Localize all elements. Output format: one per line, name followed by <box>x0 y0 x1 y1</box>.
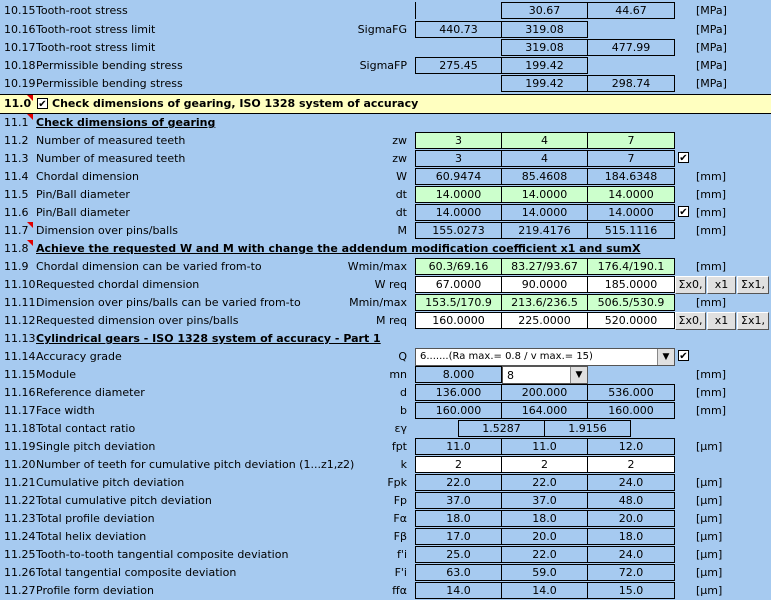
row-number: 11.26 <box>4 566 36 579</box>
chevron-down-icon[interactable]: ▼ <box>570 367 587 383</box>
section-header-11 <box>0 94 771 114</box>
cell-col3: 20.0 <box>587 510 675 527</box>
row-number: 10.19 <box>4 77 36 90</box>
symbol: ffα <box>392 584 407 597</box>
sum-x0-button[interactable]: Σx0, <box>675 312 706 330</box>
cell-col1: 155.0273 <box>415 222 502 239</box>
row-label: Accuracy grade <box>36 350 122 363</box>
x1-button[interactable]: x1 <box>707 312 736 330</box>
row-10-19 <box>0 75 771 93</box>
symbol: M <box>397 224 407 237</box>
subsection-title: Cylindrical gears - ISO 1328 system of accuracy - Part 1 <box>36 332 381 345</box>
row-number: 11.2 <box>4 134 29 147</box>
cell-col1: 37.0 <box>415 492 502 509</box>
cell-col2: 319.08 <box>501 21 588 38</box>
symbol: zw <box>392 152 407 165</box>
select-value: 6.......(Ra max.= 0.8 / v max.= 15) <box>420 351 593 362</box>
row-number: 11.15 <box>4 368 36 381</box>
row-label: Number of measured teeth <box>36 152 186 165</box>
sum-x1-button[interactable]: Σx1, <box>737 312 769 330</box>
accuracy-grade-select[interactable] <box>415 348 675 366</box>
row-label: Requested chordal dimension <box>36 278 200 291</box>
cell-col2: 199.42 <box>501 75 588 92</box>
symbol: Fα <box>393 512 407 525</box>
sum-x1-button[interactable]: Σx1, <box>737 276 769 294</box>
row-number: 11.17 <box>4 404 36 417</box>
row-number: 11.3 <box>4 152 29 165</box>
cell-col2: 14.0 <box>501 582 588 599</box>
row-11-25 <box>0 546 771 564</box>
cell-col3: 160.000 <box>587 402 675 419</box>
cell-col3: 12.0 <box>587 438 675 455</box>
cell-col2: 213.6/236.5 <box>501 294 588 311</box>
symbol: b <box>400 404 407 417</box>
row-number: 11.12 <box>4 314 36 327</box>
cell-col3: 515.1116 <box>587 222 675 239</box>
row-11-24 <box>0 528 771 546</box>
unit-label: [MPa] <box>696 59 727 72</box>
row-11-5 <box>0 186 771 204</box>
unit-label: [μm] <box>696 584 723 597</box>
cell-col3: 15.0 <box>587 582 675 599</box>
row-label: Profile form deviation <box>36 584 154 597</box>
cell-col2: 59.0 <box>501 564 588 581</box>
row-11-8 <box>0 240 771 258</box>
row-number: 11.14 <box>4 350 36 363</box>
row-number: 10.16 <box>4 23 36 36</box>
cell-col1: 63.0 <box>415 564 502 581</box>
row-11-4 <box>0 168 771 186</box>
input-col1[interactable]: 14.0000 <box>415 186 502 203</box>
row-number: 11.19 <box>4 440 36 453</box>
row-label: Dimension over pins/balls <box>36 224 179 237</box>
row-label: Pin/Ball diameter <box>36 206 130 219</box>
row-11-19 <box>0 438 771 456</box>
cell-col1: 14.0000 <box>415 204 502 221</box>
unit-label: [mm] <box>696 224 727 237</box>
unit-label: [μm] <box>696 512 723 525</box>
symbol: Mmin/max <box>349 296 407 309</box>
cell-col3: 477.99 <box>587 39 675 56</box>
cell-contact-ratio-1: 1.5287 <box>458 420 545 437</box>
section-number: 11.0 <box>4 97 32 110</box>
cell-col3: 44.67 <box>587 2 675 19</box>
unit-label: [μm] <box>696 566 723 579</box>
row-label: Number of teeth for cumulative pitch deviation (1...z1,z2) <box>36 458 355 471</box>
row-number: 10.18 <box>4 59 36 72</box>
cell-col3: 14.0000 <box>587 204 675 221</box>
row-number: 11.7 <box>4 224 29 237</box>
row-label: Reference diameter <box>36 386 145 399</box>
row-label: Tooth-to-tooth tangential composite deviation <box>36 548 289 561</box>
row-11-18 <box>0 420 771 438</box>
symbol: M req <box>375 314 407 327</box>
cell-col2: 219.4176 <box>501 222 588 239</box>
cell-col2: 22.0 <box>501 474 588 491</box>
symbol: Q <box>398 350 407 363</box>
chevron-down-icon[interactable]: ▼ <box>657 349 674 365</box>
cell-col2: 14.0000 <box>501 204 588 221</box>
symbol: εγ <box>394 422 407 435</box>
cell-col2: 83.27/93.67 <box>501 258 588 275</box>
unit-label: [MPa] <box>696 77 727 90</box>
input-col3[interactable]: 185.0000 <box>587 276 675 293</box>
symbol: fpt <box>391 440 407 453</box>
row-label: Permissible bending stress <box>36 77 183 90</box>
row-label: Permissible bending stress <box>36 59 183 72</box>
unit-label: [mm] <box>696 296 727 309</box>
row-11-26 <box>0 564 771 582</box>
input-col2[interactable]: 14.0000 <box>501 186 588 203</box>
row-11-6 <box>0 204 771 222</box>
cell-col2: 22.0 <box>501 546 588 563</box>
cell-col3: 7 <box>587 150 675 167</box>
symbol: dt <box>395 206 407 219</box>
row-number: 11.24 <box>4 530 36 543</box>
cell-col2: 30.67 <box>501 2 588 19</box>
row-number: 11.16 <box>4 386 36 399</box>
input-col1[interactable]: 2 <box>415 456 502 473</box>
row-number: 11.20 <box>4 458 36 471</box>
row-11-1 <box>0 114 771 132</box>
unit-label: [MPa] <box>696 41 727 54</box>
cell-col3 <box>587 21 675 38</box>
cell-col1: 17.0 <box>415 528 502 545</box>
row-label: Tooth-root stress limit <box>36 41 156 54</box>
row-number: 11.22 <box>4 494 36 507</box>
row-number: 11.1 <box>4 116 29 129</box>
row-label: Total tangential composite deviation <box>36 566 237 579</box>
cell-col3: 24.0 <box>587 546 675 563</box>
symbol: Wmin/max <box>347 260 407 273</box>
cell-col1: 136.000 <box>415 384 502 401</box>
row-number: 11.9 <box>4 260 29 273</box>
row-number: 10.17 <box>4 41 36 54</box>
input-col2[interactable]: 4 <box>501 132 588 149</box>
unit-label: [mm] <box>696 206 727 219</box>
cell-contact-ratio-2: 1.9156 <box>544 420 631 437</box>
row-number: 11.25 <box>4 548 36 561</box>
row-11-20 <box>0 456 771 474</box>
row-11-9 <box>0 258 771 276</box>
cell-col1 <box>415 2 502 19</box>
cell-col1: 3 <box>415 150 502 167</box>
row-11-23 <box>0 510 771 528</box>
unit-label: [mm] <box>696 386 727 399</box>
input-col2[interactable]: 90.0000 <box>501 276 588 293</box>
unit-label: [mm] <box>696 260 727 273</box>
row-number: 11.5 <box>4 188 29 201</box>
row-label: Single pitch deviation <box>36 440 156 453</box>
row-11-2 <box>0 132 771 150</box>
symbol: f'i <box>397 548 407 561</box>
cell-col2: 199.42 <box>501 57 588 74</box>
symbol: d <box>400 386 407 399</box>
symbol: W req <box>374 278 407 291</box>
row-label: Total helix deviation <box>36 530 147 543</box>
section-checkbox[interactable]: ✔ <box>38 99 47 110</box>
cell-col2: 4 <box>501 150 588 167</box>
row-number: 11.11 <box>4 296 36 309</box>
input-col1[interactable]: 3 <box>415 132 502 149</box>
row-number: 11.27 <box>4 584 36 597</box>
row-label: Chordal dimension can be varied from-to <box>36 260 262 273</box>
row-label: Total contact ratio <box>36 422 136 435</box>
cell-col1: 60.3/69.16 <box>415 258 502 275</box>
row-11-12 <box>0 312 771 330</box>
unit-label: [μm] <box>696 440 723 453</box>
symbol: Fβ <box>393 530 407 543</box>
row-number: 10.15 <box>4 4 36 17</box>
select-value: 8 <box>507 369 514 382</box>
cell-col1: 153.5/170.9 <box>415 294 502 311</box>
unit-label: [μm] <box>696 494 723 507</box>
row-label: Requested dimension over pins/balls <box>36 314 239 327</box>
input-col1[interactable]: 160.0000 <box>415 312 502 329</box>
row-label: Pin/Ball diameter <box>36 188 130 201</box>
row-11-3 <box>0 150 771 168</box>
cell-col1: 22.0 <box>415 474 502 491</box>
row-number: 11.21 <box>4 476 36 489</box>
row-11-21 <box>0 474 771 492</box>
input-col3[interactable]: 520.0000 <box>587 312 675 329</box>
cell-col2: 85.4608 <box>501 168 588 185</box>
cell-col3: 506.5/530.9 <box>587 294 675 311</box>
cell-col3: 18.0 <box>587 528 675 545</box>
cell-col1: 11.0 <box>415 438 502 455</box>
symbol: Fp <box>393 494 407 507</box>
row-11-14 <box>0 348 771 366</box>
row-label: Total cumulative pitch deviation <box>36 494 212 507</box>
x1-button[interactable]: x1 <box>707 276 736 294</box>
row-number: 11.13 <box>4 332 36 345</box>
row-number: 11.10 <box>4 278 36 291</box>
symbol: dt <box>395 188 407 201</box>
cell-col2: 37.0 <box>501 492 588 509</box>
row-10-16 <box>0 21 771 39</box>
unit-label: [mm] <box>696 368 727 381</box>
row-10-17 <box>0 39 771 57</box>
cell-col3: 184.6348 <box>587 168 675 185</box>
symbol: W <box>396 170 407 183</box>
unit-label: [μm] <box>696 548 723 561</box>
unit-label: [mm] <box>696 170 727 183</box>
cell-col2: 319.08 <box>501 39 588 56</box>
checkbox[interactable]: ✔ <box>679 351 688 362</box>
module-select[interactable] <box>502 366 588 384</box>
cell-col2: 20.0 <box>501 528 588 545</box>
row-11-16 <box>0 384 771 402</box>
cell-col3: 24.0 <box>587 474 675 491</box>
row-label: Face width <box>36 404 95 417</box>
symbol: zw <box>392 134 407 147</box>
row-number: 11.6 <box>4 206 29 219</box>
symbol: mn <box>389 368 407 381</box>
checkbox[interactable]: ✔ <box>679 207 688 218</box>
cell-col2: 18.0 <box>501 510 588 527</box>
row-11-27 <box>0 582 771 600</box>
subsection-title: Check dimensions of gearing <box>36 116 216 129</box>
row-label: Total profile deviation <box>36 512 155 525</box>
cell-col3: 48.0 <box>587 492 675 509</box>
symbol: Fpk <box>387 476 407 489</box>
cell-col1: 440.73 <box>415 21 502 38</box>
checkbox[interactable]: ✔ <box>679 153 688 164</box>
input-col1[interactable]: 67.0000 <box>415 276 502 293</box>
row-11-10 <box>0 276 771 294</box>
row-number: 11.18 <box>4 422 36 435</box>
input-col3[interactable]: 14.0000 <box>587 186 675 203</box>
input-col3[interactable]: 7 <box>587 132 675 149</box>
subsection-title: Achieve the requested W and M with change the addendum modification coefficient x1 and sumX <box>36 242 641 255</box>
row-label: Module <box>36 368 76 381</box>
row-11-22 <box>0 492 771 510</box>
row-11-15 <box>0 366 771 384</box>
unit-label: [μm] <box>696 476 723 489</box>
row-11-7 <box>0 222 771 240</box>
symbol: k <box>400 458 407 471</box>
row-10-15 <box>0 2 771 20</box>
row-label: Tooth-root stress limit <box>36 23 156 36</box>
row-10-18 <box>0 57 771 75</box>
cell-col2: 11.0 <box>501 438 588 455</box>
row-label: Dimension over pins/balls can be varied from-to <box>36 296 301 309</box>
input-col2[interactable]: 2 <box>501 456 588 473</box>
unit-label: [μm] <box>696 530 723 543</box>
symbol: F'i <box>394 566 407 579</box>
symbol: SigmaFG <box>357 23 407 36</box>
cell-col1: 160.000 <box>415 402 502 419</box>
row-number: 11.23 <box>4 512 36 525</box>
input-col2[interactable]: 225.0000 <box>501 312 588 329</box>
row-label: Chordal dimension <box>36 170 139 183</box>
sum-x0-button[interactable]: Σx0, <box>675 276 706 294</box>
unit-label: [MPa] <box>696 23 727 36</box>
row-number: 11.4 <box>4 170 29 183</box>
cell-col3: 536.000 <box>587 384 675 401</box>
row-label: Number of measured teeth <box>36 134 186 147</box>
cell-col1: 14.0 <box>415 582 502 599</box>
unit-label: [mm] <box>696 188 727 201</box>
row-11-11 <box>0 294 771 312</box>
cell-col3: 72.0 <box>587 564 675 581</box>
cell-col1: 18.0 <box>415 510 502 527</box>
cell-col1: 25.0 <box>415 546 502 563</box>
unit-label: [MPa] <box>696 4 727 17</box>
cell-col1: 8.000 <box>415 366 502 383</box>
symbol: SigmaFP <box>359 59 407 72</box>
row-label: Cumulative pitch deviation <box>36 476 185 489</box>
cell-col1: 275.45 <box>415 57 502 74</box>
row-11-17 <box>0 402 771 420</box>
cell-col3: 298.74 <box>587 75 675 92</box>
input-col3[interactable]: 2 <box>587 456 675 473</box>
cell-col3: 176.4/190.1 <box>587 258 675 275</box>
cell-col2: 164.000 <box>501 402 588 419</box>
cell-col1: 60.9474 <box>415 168 502 185</box>
cell-col2: 200.000 <box>501 384 588 401</box>
section-title: Check dimensions of gearing, ISO 1328 system of accuracy <box>52 97 419 110</box>
row-label: Tooth-root stress <box>36 4 128 17</box>
row-number: 11.8 <box>4 242 29 255</box>
row-11-13 <box>0 330 771 348</box>
unit-label: [mm] <box>696 404 727 417</box>
